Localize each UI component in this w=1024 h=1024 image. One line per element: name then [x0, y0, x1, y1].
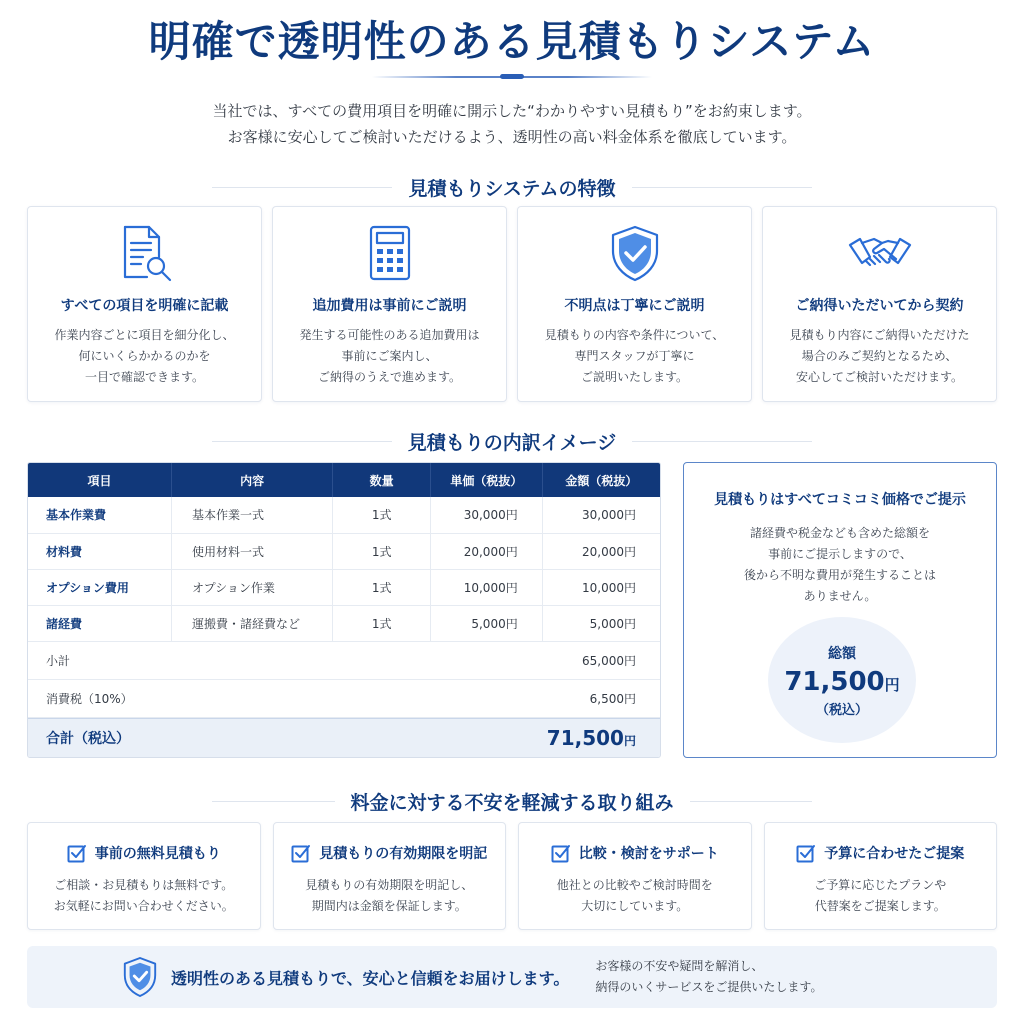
- feature-desc: [545, 325, 725, 388]
- grand-total-label: 総額: [828, 645, 856, 662]
- initiative-title: 事前の無料見積もり: [94, 846, 221, 862]
- intro-line: 当社では、すべての費用項目を明確に開示した“わかりやすい見積もり”をお約束します。: [212, 102, 812, 120]
- banner-message: 透明性のある見積もりで、安心と信頼をお届けします。: [171, 968, 570, 988]
- handshake-icon: [848, 221, 912, 285]
- feature-desc: [54, 325, 234, 388]
- grand-total-value: [784, 667, 899, 697]
- feature-card: [762, 206, 997, 402]
- cell-content: 運搬費・諸経費など: [171, 605, 332, 641]
- initiative-title: 比較・検討をサポート: [578, 846, 719, 862]
- cell-unit-price: 30,000円: [430, 497, 542, 533]
- shield-check-icon: [121, 956, 159, 998]
- checkbox-icon: [67, 843, 87, 863]
- calculator-icon: [358, 221, 422, 285]
- table-row: [28, 605, 660, 641]
- feature-desc: [299, 325, 479, 388]
- initiative-desc-line: お気軽にお問い合わせください。: [53, 899, 234, 913]
- initiative-cards: [27, 822, 997, 930]
- column-header: 項目: [28, 463, 171, 497]
- feature-title: 追加費用は事前にご説明: [312, 298, 467, 314]
- all-inclusive-title: 見積もりはすべてコミコミ価格でご提示: [714, 492, 966, 508]
- total-circle: [768, 617, 916, 743]
- initiative-header: [67, 843, 221, 863]
- initiatives-heading: [212, 786, 812, 816]
- total-label: 合計（税込）: [46, 731, 130, 747]
- intro-text: [0, 98, 1024, 150]
- initiative-header: [796, 843, 964, 863]
- breakdown-heading-text: 見積もりの内訳イメージ: [407, 431, 617, 454]
- checkbox-icon: [291, 843, 311, 863]
- feature-desc-line: ご説明いたします。: [580, 370, 689, 384]
- initiative-card: [27, 822, 261, 930]
- feature-desc-line: 何にいくらかかるのかを: [78, 349, 211, 363]
- feature-desc-line: ご納得のうえで進めます。: [317, 370, 462, 384]
- feature-desc-line: 安心してご検討いただけます。: [795, 370, 964, 384]
- cell-amount: 20,000円: [542, 533, 660, 569]
- initiative-desc-line: 代替案をご提案します。: [814, 899, 946, 913]
- cell-amount: 10,000円: [542, 569, 660, 605]
- initiative-desc-line: 他社との比較やご検討時間を: [556, 878, 713, 892]
- table-row: [28, 533, 660, 569]
- cell-item: オプション費用: [28, 569, 171, 605]
- feature-desc-line: 一目で確認できます。: [84, 370, 205, 384]
- all-inclusive-desc-line: 後から不明な費用が発生することは: [743, 568, 936, 582]
- banner-subtext-line: お客様の不安や疑問を解消し、: [595, 959, 764, 973]
- column-header: 内容: [171, 463, 332, 497]
- feature-title: すべての項目を明確に記載: [60, 298, 229, 314]
- cell-amount: 5,000円: [542, 605, 660, 641]
- subtotal-row: [28, 642, 660, 680]
- banner-subtext: [595, 956, 822, 998]
- feature-card: [272, 206, 507, 402]
- total-row: [28, 718, 660, 758]
- features-heading-text: 見積もりシステムの特徴: [408, 177, 616, 200]
- feature-desc: [789, 325, 969, 388]
- title-underline: [372, 76, 652, 78]
- initiative-title: 予算に合わせたご提案: [824, 846, 965, 862]
- tax-label: 消費税（10%）: [46, 691, 133, 706]
- heading-rule: [690, 801, 813, 802]
- features-heading: [212, 172, 812, 202]
- initiative-header: [551, 843, 719, 863]
- feature-card: [517, 206, 752, 402]
- initiative-desc: [54, 875, 234, 917]
- shield-check-icon: [603, 221, 667, 285]
- feature-desc-line: 事前にご案内し、: [341, 349, 438, 363]
- feature-desc-line: 作業内容ごとに項目を細分化し、: [54, 328, 235, 342]
- all-inclusive-desc-line: 諸経費や税金なども含めた総額を: [749, 526, 930, 540]
- all-inclusive-desc: [684, 523, 996, 607]
- cell-amount: 30,000円: [542, 497, 660, 533]
- initiative-desc-line: ご予算に応じたプランや: [814, 878, 947, 892]
- cell-item: 基本作業費: [28, 497, 171, 533]
- cell-unit-price: 20,000円: [430, 533, 542, 569]
- feature-desc-line: 専門スタッフが丁寧に: [574, 349, 695, 363]
- initiative-desc-line: 期間内は金額を保証します。: [311, 899, 467, 913]
- grand-total-unit: 円: [884, 675, 900, 694]
- cell-quantity: 1式: [333, 569, 431, 605]
- feature-cards: [27, 206, 997, 402]
- trust-banner: [27, 946, 997, 1008]
- all-inclusive-desc-line: ありません。: [803, 589, 877, 603]
- subtotal-label: 小計: [46, 653, 71, 668]
- cell-content: オプション作業: [171, 569, 332, 605]
- feature-desc-line: 見積もりの内容や条件について、: [544, 328, 725, 342]
- heading-rule: [212, 441, 392, 442]
- feature-desc-line: 場合のみご契約となるため、: [801, 349, 958, 363]
- cell-unit-price: 10,000円: [430, 569, 542, 605]
- initiative-desc: [557, 875, 713, 917]
- cell-item: 諸経費: [28, 605, 171, 641]
- table-row: [28, 569, 660, 605]
- column-header: 数量: [333, 463, 431, 497]
- banner-subtext-line: 納得のいくサービスをご提供いたします。: [595, 980, 823, 994]
- breakdown-heading: [212, 426, 812, 456]
- page-title: 明確で透明性のある見積もりシステム: [148, 17, 876, 66]
- initiative-card: [764, 822, 998, 930]
- initiative-desc: [305, 875, 473, 917]
- initiatives-heading-text: 料金に対する不安を軽減する取り組み: [350, 791, 674, 814]
- initiative-desc: [814, 875, 946, 917]
- feature-title: 不明点は丁寧にご説明: [564, 298, 705, 314]
- cell-unit-price: 5,000円: [430, 605, 542, 641]
- tax-row: [28, 680, 660, 718]
- cell-content: 使用材料一式: [171, 533, 332, 569]
- cell-quantity: 1式: [333, 605, 431, 641]
- initiative-card: [273, 822, 507, 930]
- tax-value: 6,500円: [589, 691, 636, 706]
- table-header-row: [28, 463, 660, 497]
- initiative-title: 見積もりの有効期限を明記: [319, 846, 488, 862]
- heading-rule: [632, 441, 812, 442]
- feature-desc-line: 見積もり内容にご納得いただけた: [789, 328, 970, 342]
- subtotal-value: 65,000円: [582, 653, 636, 668]
- all-inclusive-desc-line: 事前にご提示しますので、: [768, 547, 912, 561]
- initiative-desc-line: 大切にしています。: [581, 899, 689, 913]
- checkbox-icon: [796, 843, 816, 863]
- estimate-table: [27, 462, 661, 758]
- feature-desc-line: 発生する可能性のある追加費用は: [299, 328, 480, 342]
- cell-quantity: 1式: [333, 497, 431, 533]
- feature-title: ご納得いただいてから契約: [795, 298, 964, 314]
- cell-content: 基本作業一式: [171, 497, 332, 533]
- grand-total-amount: 71,500: [784, 666, 885, 697]
- cell-item: 材料費: [28, 533, 171, 569]
- document-search-icon: [113, 221, 177, 285]
- column-header: 単価（税抜）: [430, 463, 542, 497]
- initiative-card: [518, 822, 752, 930]
- heading-rule: [212, 187, 392, 188]
- feature-card: [27, 206, 262, 402]
- cell-quantity: 1式: [333, 533, 431, 569]
- total-unit: 円: [623, 734, 636, 748]
- heading-rule: [212, 801, 335, 802]
- intro-line: お客様に安心してご検討いただけるよう、透明性の高い料金体系を徹底しています。: [227, 128, 797, 146]
- initiative-desc-line: 見積もりの有効期限を明記し、: [305, 878, 474, 892]
- column-header: 金額（税抜）: [542, 463, 660, 497]
- checkbox-icon: [551, 843, 571, 863]
- table-row: [28, 497, 660, 533]
- all-inclusive-box: [683, 462, 997, 758]
- initiative-header: [291, 843, 487, 863]
- grand-total-note: （税込）: [815, 702, 868, 718]
- total-value: [547, 726, 636, 750]
- initiative-desc-line: ご相談・お見積もりは無料です。: [54, 878, 234, 892]
- heading-rule: [632, 187, 812, 188]
- total-amount: 71,500: [546, 726, 624, 750]
